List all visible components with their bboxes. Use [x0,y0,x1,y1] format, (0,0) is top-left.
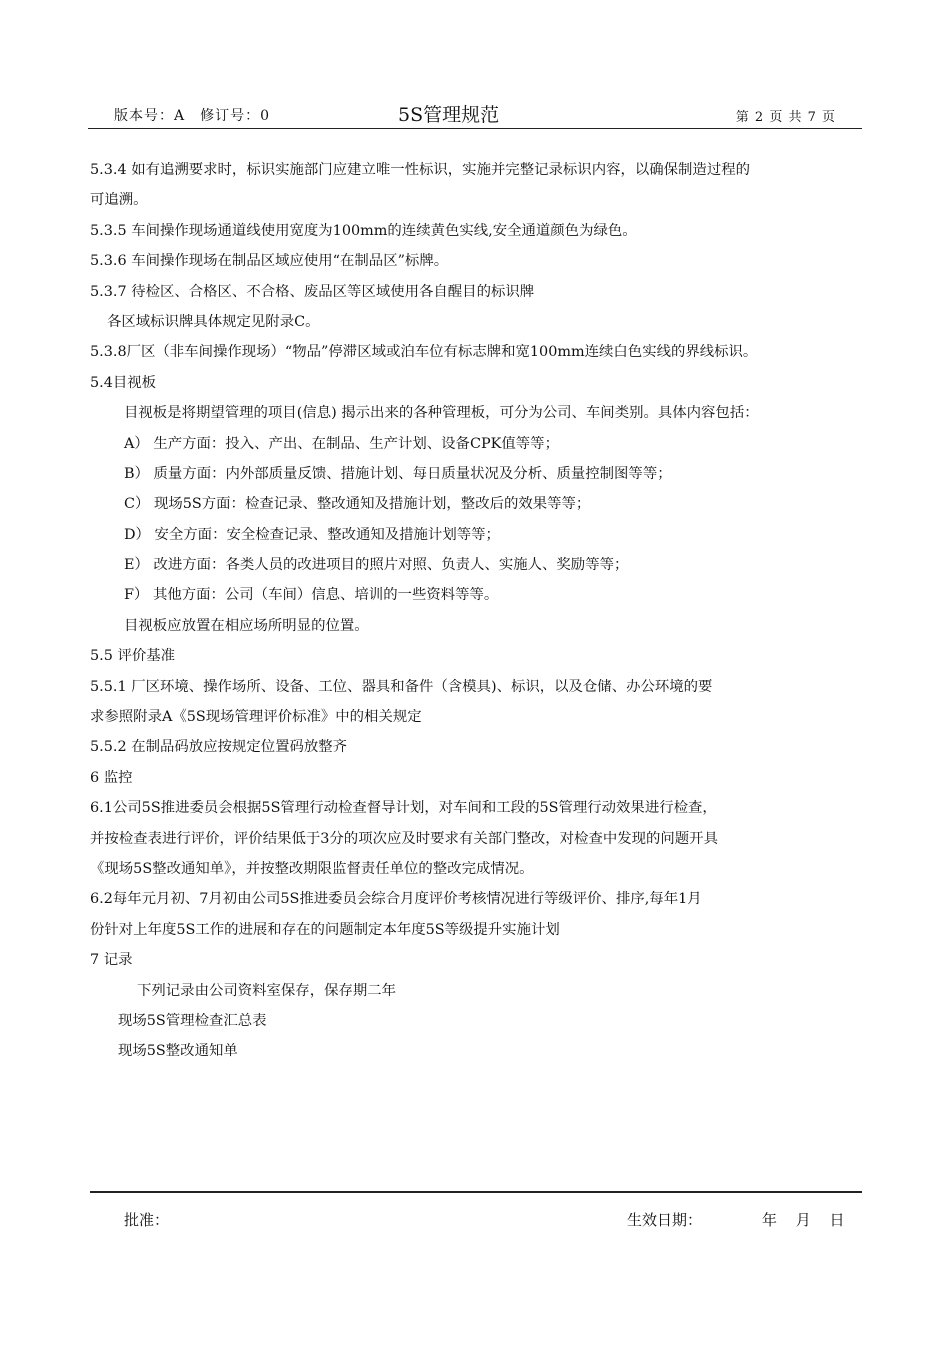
version-info: 版本号：A 修订号：0 [114,108,271,124]
page-header [88,100,862,129]
section-6-heading: 6 监控 [90,769,133,786]
list-item-c: C） 现场5S方面：检查记录、整改通知及措施计划，整改后的效果等等； [124,496,591,513]
list-item-b: B） 质量方面：内外部质量反馈、措施计划、每日质量状况及分析、质量控制图等等； [124,465,672,482]
date-fields: 年 月 日 [762,1211,845,1229]
para-7-intro: 下列记录由公司资料室保存，保存期二年 [137,982,397,999]
para-5-3-5: 5.3.5 车间操作现场通道线使用宽度为100mm的连续黄色实线,安全通道颜色为绿色。 [90,222,637,239]
para-5-4-intro: 目视板是将期望管理的项目(信息) 揭示出来的各种管理板，可分为公司、车间类别。具体内容包括： [124,405,759,422]
section-5-4-heading: 5.4目视板 [90,374,157,391]
document-body [90,155,865,1067]
list-item-d: D） 安全方面：安全检查记录、整改通知及措施计划等等； [124,526,500,543]
para-6-2-line-2: 份针对上年度5S工作的进展和存在的问题制定本年度5S等级提升实施计划 [90,921,560,938]
approve-label: 批准： [124,1211,170,1229]
section-5-5-heading: 5.5 评价基准 [90,648,176,665]
list-item-e: E） 改进方面：各类人员的改进项目的照片对照、负责人、实施人、奖励等等； [124,557,629,574]
para-5-3-6: 5.3.6 车间操作现场在制品区域应使用“在制品区”标牌。 [90,253,449,270]
para-5-4-placement: 目视板应放置在相应场所明显的位置。 [124,617,369,634]
para-5-5-1-line-1: 5.5.1 厂区环境、操作场所、设备、工位、器具和备件（含模具)、标识，以及仓储、办公环境的要 [90,678,713,695]
effective-date-label: 生效日期： [627,1211,703,1229]
para-6-1-line-1: 6.1公司5S推进委员会根据5S管理行动检查督导计划，对车间和工段的5S管理行动效果进行检查， [90,800,717,817]
page-number: 第 2 页 共 7 页 [735,110,836,125]
para-5-3-4-line-1: 5.3.4 如有追溯要求时，标识实施部门应建立唯一性标识，实施并完整记录标识内容，以确保制造过程的 [90,162,750,178]
document-title: 5S管理规范 [398,104,500,126]
para-5-3-7: 5.3.7 待检区、合格区、不合格、废品区等区域使用各自醒目的标识牌 [90,283,535,300]
list-item-f: F） 其他方面：公司（车间）信息、培训的一些资料等等。 [124,587,499,604]
para-5-5-2: 5.5.2 在制品码放应按规定位置码放整齐 [90,739,348,756]
para-5-3-7-note: 各区域标识牌具体规定见附录C。 [107,313,320,330]
para-5-3-4-line-2: 可追溯。 [90,192,148,209]
para-5-3-8: 5.3.8厂区（非车间操作现场）“物品”停滞区域或泊车位有标志牌和宽100mm连续白色实线的界线标识。 [90,344,758,361]
record-item-1: 现场5S管理检查汇总表 [118,1012,267,1029]
section-7-heading: 7 记录 [90,952,133,969]
para-5-5-1-line-2: 求参照附录A《5S现场管理评价标准》中的相关规定 [90,709,422,726]
footer-divider [90,1191,862,1193]
para-6-2-line-1: 6.2每年元月初、7月初由公司5S推进委员会综合月度评价考核情况进行等级评价、排序,每年1月 [90,891,702,908]
para-6-1-line-2: 并按检查表进行评价，评价结果低于3分的项次应及时要求有关部门整改，对检查中发现的问题开具 [90,830,718,847]
para-6-1-line-3: 《现场5S整改通知单》，并按整改期限监督责任单位的整改完成情况。 [90,860,534,877]
record-item-2: 现场5S整改通知单 [118,1043,238,1060]
list-item-a: A） 生产方面：投入、产出、在制品、生产计划、设备CPK值等等； [124,435,559,452]
